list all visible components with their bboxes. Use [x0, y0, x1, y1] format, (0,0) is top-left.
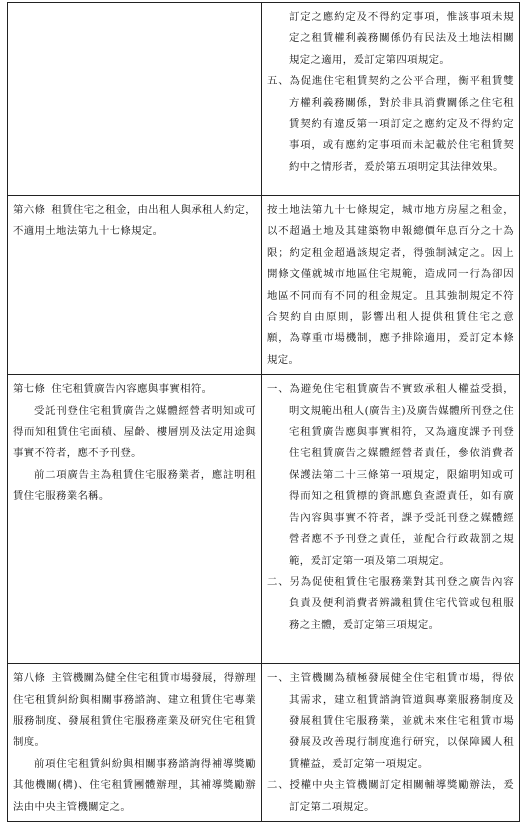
- explanation-item: 五、為促進住宅租賃契約之公平合理，衡平租賃雙方權利義務關係，對於非具消費關係之住宅租賃契約有違反第一項訂定之應約定及不得約定事項，或有應約定事項而未記載於住宅租賃契約中之情形者，爰於第五項明定其法律效果。: [267, 75, 514, 173]
- article-text: 第六條 租賃住宅之租金，由出租人與承租人約定，不適用土地法第九十七條規定。: [13, 204, 256, 238]
- article-cell-empty: [8, 3, 262, 196]
- explanation-cell: [262, 196, 520, 375]
- explanation-item: 一、主管機關為積極發展健全住宅租賃市場，得依其需求，建立租賃諮詢管道與專業服務制度及發展租賃住宅服務業，並就未來住宅租賃市場發展及改善現行制度進行研究，以保障國人租賃權益，爰訂定第一項規定。: [267, 672, 514, 770]
- article-paragraph: 受託刊登住宅租賃廣告之媒體經營者明知或可得而知租賃住宅面積、屋齡、樓層別及法定用途與事實不符者，應不予刊登。: [13, 404, 256, 460]
- article-cell: [8, 375, 262, 664]
- explanation-item: 二、另為促使租賃住宅服務業對其刊登之廣告內容負責及便利消費者辨識租賃住宅代管或包租服務之主體，爰訂定第三項規定。: [267, 575, 514, 631]
- explanation-text: 按土地法第九十七條規定，城市地方房屋之租金，以不超過土地及其建築物申報總價年息百分之十為限；約定租金超過該規定者，得強制減定之。因上開條文僅就城市地區住宅規範，造成同一行為卻因地區不同而有不同的租金規定。且其強制規定不符合契約自由原則，影響出租人提供租賃住宅之意願，為尊重市場機制，應予排除適用，爰訂定本條規定。: [267, 204, 514, 366]
- article-cell: [8, 664, 262, 822]
- table-row: [8, 196, 520, 375]
- explanation-item: 一、為避免住宅租賃廣告不實致承租人權益受損，明文規範出租人(廣告主)及廣告媒體所刊登之住宅租賃廣告應與事實相符，又為適度課予刊登住宅租賃廣告之媒體經營者責任，參依消費者保護法第二十三條第一項規定，限縮明知或可得而知之租賃標的資訊應負查證責任，如有廣告內容與事實不符者，課予受託刊登之媒體經營者應不予刊登之責任，並配合行政裁罰之規範，爰訂定第一項及第二項規定。: [267, 383, 514, 567]
- explanation-cell: [262, 664, 520, 822]
- explanation-item: 二、授權中央主管機關訂定相關輔導獎勵辦法，爰訂定第二項規定。: [267, 779, 514, 813]
- table-row: [8, 375, 520, 664]
- explanation-cell: [262, 375, 520, 664]
- explanation-cell: [262, 3, 520, 196]
- article-paragraph: 前二項廣告主為租賃住宅服務業者，應註明租賃住宅服務業名稱。: [13, 468, 256, 503]
- article-number: 第七條: [13, 383, 46, 396]
- table-row: [8, 3, 520, 196]
- law-comparison-table: [7, 2, 520, 822]
- article-text: 第八條 主管機關為健全住宅租賃市場發展，得辦理住宅租賃糾紛與相關事務諮詢、建立租賃住宅專業服務制度、發展租賃住宅服務產業及研究住宅租賃制度。: [13, 672, 256, 749]
- table-row: [8, 664, 520, 822]
- explanation-continuation: 訂定之應約定及不得約定事項，惟該事項未規定之租賃權利義務關係仍有民法及土地法相關規定之適用，爰訂定第四項規定。: [289, 11, 514, 66]
- article-number: 第八條: [13, 672, 46, 685]
- article-cell: [8, 196, 262, 375]
- article-paragraph: 前項住宅租賃糾紛與相關事務諮詢得補導獎勵其他機關(構)、住宅租賃團體辦理，其補導獎勵辦法由中央主管機關定之。: [13, 757, 256, 813]
- article-number: 第六條: [13, 204, 46, 216]
- article-text: 第七條 住宅租賃廣告內容應與事實相符。: [13, 383, 213, 396]
